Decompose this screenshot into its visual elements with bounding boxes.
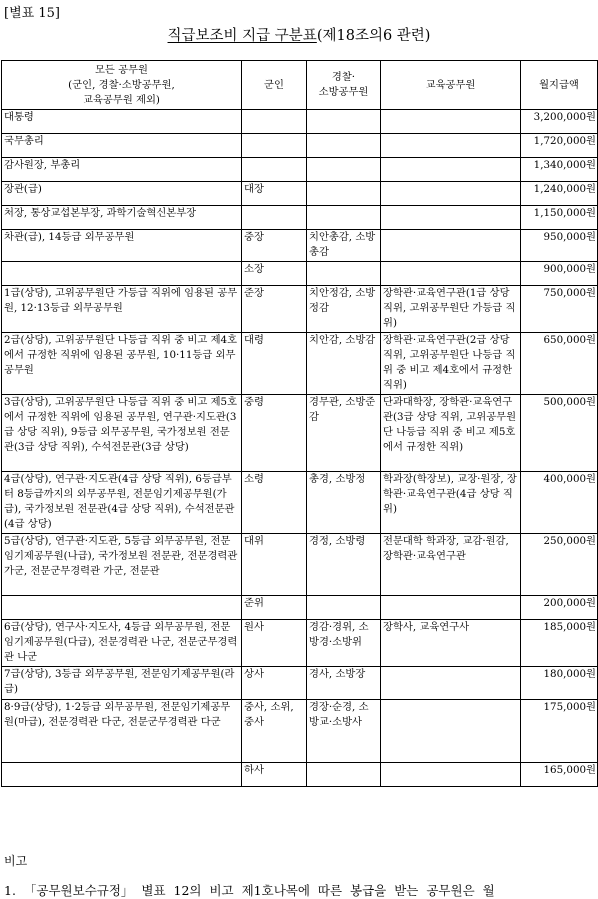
cell-education xyxy=(381,158,521,182)
cell-general: 6급(상당), 연구사·지도사, 4등급 외무공무원, 전문임기제공무원(다급), 전문경력관 나군, 전문군무경력관 나군 xyxy=(2,620,242,667)
cell-military: 중사, 소위, 중사 xyxy=(242,700,307,763)
cell-education xyxy=(381,262,521,286)
cell-police: 치안총감, 소방총감 xyxy=(307,230,381,262)
cell-pay: 950,000원 xyxy=(521,230,598,262)
cell-military: 소령 xyxy=(242,472,307,534)
table-row xyxy=(2,763,598,787)
cell-pay: 250,000원 xyxy=(521,534,598,596)
cell-pay: 1,720,000원 xyxy=(521,134,598,158)
cell-general: 대통령 xyxy=(2,110,242,134)
cell-general: 차관(급), 14등급 외무공무원 xyxy=(2,230,242,262)
cell-military: 상사 xyxy=(242,667,307,700)
cell-police xyxy=(307,158,381,182)
cell-education xyxy=(381,206,521,230)
cell-general xyxy=(2,262,242,286)
cell-education xyxy=(381,700,521,763)
cell-general: 3급(상당), 고위공무원단 나등급 직위 중 비고 제5호에서 규정한 직위에 임용된 공무원, 연구관·지도관(3급 상당 직위), 9등급 외무공무원, 국가정보원 전문관(3급 상당 직위), 수석전문관(3급 상당) xyxy=(2,395,242,472)
title-reference: (제18조의6 관련) xyxy=(316,28,431,44)
table-row xyxy=(2,110,598,134)
cell-general: 8·9급(상당), 1·2등급 외무공무원, 전문임기제공무원(마급), 전문경력관 다군, 전문군무경력관 다군 xyxy=(2,700,242,763)
table-row xyxy=(2,534,598,596)
cell-pay: 180,000원 xyxy=(521,667,598,700)
table-row xyxy=(2,230,598,262)
table-row xyxy=(2,286,598,333)
cell-police: 경사, 소방장 xyxy=(307,667,381,700)
annex-tag: [별표 15] xyxy=(4,6,60,21)
cell-police xyxy=(307,596,381,620)
cell-general: 장관(급) xyxy=(2,182,242,206)
cell-general: 국무총리 xyxy=(2,134,242,158)
cell-general: 7급(상당), 3등급 외무공무원, 전문임기제공무원(라급) xyxy=(2,667,242,700)
cell-pay: 1,150,000원 xyxy=(521,206,598,230)
cell-police: 총경, 소방정 xyxy=(307,472,381,534)
cell-military: 중장 xyxy=(242,230,307,262)
cell-police xyxy=(307,182,381,206)
cell-police xyxy=(307,134,381,158)
cell-education xyxy=(381,763,521,787)
cell-general: 2급(상당), 고위공무원단 나등급 직위 중 비고 제4호에서 규정한 직위에 임용된 공무원, 10·11등급 외무공무원 xyxy=(2,333,242,395)
header-pay: 월지급액 xyxy=(521,61,598,110)
table-row xyxy=(2,182,598,206)
cell-general: 1급(상당), 고위공무원단 가등급 직위에 임용된 공무원, 12·13등급 외무공무원 xyxy=(2,286,242,333)
document-title xyxy=(0,24,598,45)
cell-pay: 500,000원 xyxy=(521,395,598,472)
cell-police xyxy=(307,763,381,787)
cell-military: 중령 xyxy=(242,395,307,472)
header-general-line2: (군인, 경찰·소방공무원, xyxy=(68,78,175,91)
header-police-line1: 경찰· xyxy=(331,71,356,83)
cell-pay: 1,240,000원 xyxy=(521,182,598,206)
table-row xyxy=(2,596,598,620)
notes-heading: 비고 xyxy=(4,854,28,868)
table-header-row xyxy=(2,61,598,110)
cell-education: 장학관·교육연구관(2급 상당 직위, 고위공무원단 나등급 직위 중 비고 제4호에서 규정한 직위) xyxy=(381,333,521,395)
header-education: 교육공무원 xyxy=(381,61,521,110)
cell-military: 하사 xyxy=(242,763,307,787)
pay-table xyxy=(1,60,598,787)
cell-police xyxy=(307,110,381,134)
cell-education: 단과대학장, 장학관·교육연구관(3급 상당 직위, 고위공무원단 나등급 직위 중 비고 제5호에서 규정한 직위) xyxy=(381,395,521,472)
cell-education: 전문대학 학과장, 교감·원감, 장학관·교육연구관 xyxy=(381,534,521,596)
cell-police: 경감·경위, 소방경·소방위 xyxy=(307,620,381,667)
cell-military: 원사 xyxy=(242,620,307,667)
table-row xyxy=(2,700,598,763)
table-row xyxy=(2,158,598,182)
table-row xyxy=(2,333,598,395)
cell-general xyxy=(2,763,242,787)
cell-education xyxy=(381,134,521,158)
header-general xyxy=(2,61,242,110)
cell-military: 대장 xyxy=(242,182,307,206)
cell-pay: 200,000원 xyxy=(521,596,598,620)
header-general-line3: 교육공무원 제외) xyxy=(83,93,160,106)
cell-military: 소장 xyxy=(242,262,307,286)
cell-military: 준위 xyxy=(242,596,307,620)
cell-education xyxy=(381,596,521,620)
table-row xyxy=(2,620,598,667)
cell-general: 4급(상당), 연구관·지도관(4급 상당 직위), 6등급부터 8등급까지의 외무공무원, 전문임기제공무원(가급), 국가정보원 전문관(4급 상당 직위), 수석전문관(4급 상당) xyxy=(2,472,242,534)
header-military: 군인 xyxy=(242,61,307,110)
notes-section xyxy=(4,852,594,899)
table-row xyxy=(2,206,598,230)
cell-military xyxy=(242,110,307,134)
title-main: 직급보조비 지급 구분표 xyxy=(167,28,317,44)
cell-police xyxy=(307,206,381,230)
table-row xyxy=(2,134,598,158)
cell-pay: 185,000원 xyxy=(521,620,598,667)
header-police xyxy=(307,61,381,110)
table-row xyxy=(2,472,598,534)
cell-education xyxy=(381,667,521,700)
cell-military: 대위 xyxy=(242,534,307,596)
cell-pay: 750,000원 xyxy=(521,286,598,333)
header-general-line1: 모든 공무원 xyxy=(94,63,148,76)
cell-police: 경정, 소방령 xyxy=(307,534,381,596)
cell-police: 치안감, 소방감 xyxy=(307,333,381,395)
cell-education: 학과장(학장보), 교장·원장, 장학관·교육연구관(4급 상당 직위) xyxy=(381,472,521,534)
cell-general xyxy=(2,596,242,620)
cell-pay: 175,000원 xyxy=(521,700,598,763)
cell-pay: 900,000원 xyxy=(521,262,598,286)
cell-general: 처장, 통상교섭본부장, 과학기술혁신본부장 xyxy=(2,206,242,230)
cell-police xyxy=(307,262,381,286)
cell-pay: 650,000원 xyxy=(521,333,598,395)
cell-pay: 1,340,000원 xyxy=(521,158,598,182)
cell-pay: 400,000원 xyxy=(521,472,598,534)
cell-general: 5급(상당), 연구관·지도관, 5등급 외무공무원, 전문임기제공무원(나급), 국가정보원 전문관, 전문경력관 가군, 전문군무경력관 가군, 전문관 xyxy=(2,534,242,596)
cell-pay: 3,200,000원 xyxy=(521,110,598,134)
cell-education: 장학사, 교육연구사 xyxy=(381,620,521,667)
cell-military xyxy=(242,134,307,158)
cell-education xyxy=(381,110,521,134)
cell-military: 준장 xyxy=(242,286,307,333)
cell-military xyxy=(242,206,307,230)
cell-police: 경장·순경, 소방교·소방사 xyxy=(307,700,381,763)
cell-military: 대령 xyxy=(242,333,307,395)
cell-education xyxy=(381,182,521,206)
cell-general: 감사원장, 부총리 xyxy=(2,158,242,182)
note-item-1: 1. 「공무원보수규정」 별표 12의 비고 제1호나목에 따른 봉급을 받는 공무원은 월 xyxy=(4,883,495,898)
cell-pay: 165,000원 xyxy=(521,763,598,787)
header-police-line2: 소방공무원 xyxy=(318,86,369,98)
cell-education: 장학관·교육연구관(1급 상당 직위, 고위공무원단 가등급 직위) xyxy=(381,286,521,333)
table-row xyxy=(2,395,598,472)
cell-police: 경무관, 소방준감 xyxy=(307,395,381,472)
cell-police: 치안정감, 소방정감 xyxy=(307,286,381,333)
table-row xyxy=(2,262,598,286)
cell-education xyxy=(381,230,521,262)
cell-military xyxy=(242,158,307,182)
table-row xyxy=(2,667,598,700)
